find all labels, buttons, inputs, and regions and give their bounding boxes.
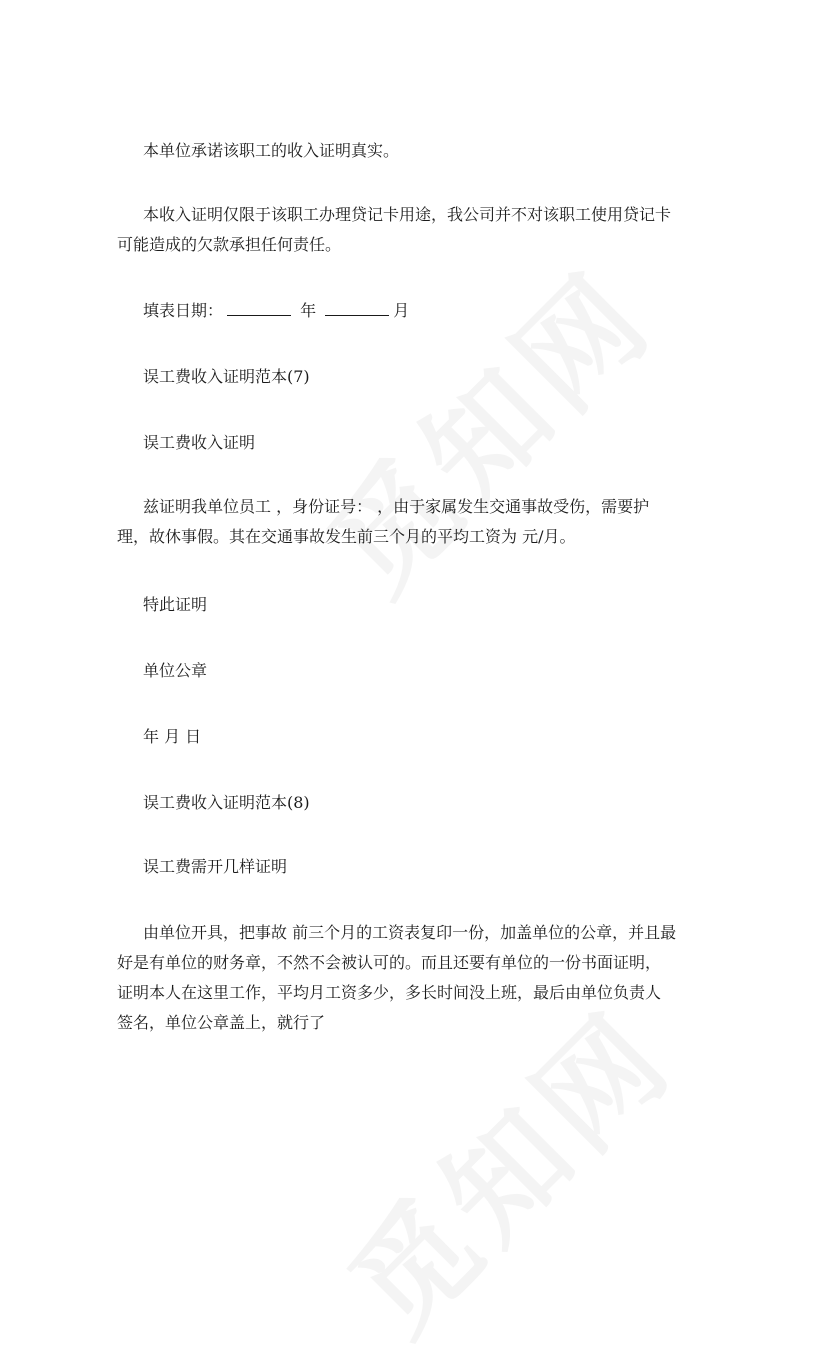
paragraph-commitment: 本单位承诺该职工的收入证明真实。	[143, 141, 400, 160]
paragraph-line: 由单位开具，把事故 前三个月的工资表复印一份，加盖单位的公章，并且最	[143, 923, 677, 942]
section-subheading: 误工费需开几样证明	[143, 857, 288, 876]
paragraph-line: 可能造成的欠款承担任何责任。	[117, 235, 342, 254]
hereby-certify: 特此证明	[143, 595, 208, 614]
month-label: 月	[393, 301, 410, 320]
year-blank	[227, 297, 291, 316]
paragraph-usage-limit	[117, 200, 723, 260]
date-line: 年 月 日	[143, 727, 202, 746]
paragraph-certification	[117, 492, 723, 552]
month-blank	[325, 297, 389, 316]
paragraph-line: 本收入证明仅限于该职工办理贷记卡用途，我公司并不对该职工使用贷记卡	[143, 205, 672, 224]
paragraph-required-documents	[117, 918, 723, 1038]
section-heading-8: 误工费收入证明范本(8)	[143, 793, 310, 812]
paragraph-line: 兹证明我单位员工 ，身份证号： ，由于家属发生交通事故受伤，需要护	[143, 497, 650, 516]
fill-date-line	[143, 296, 723, 326]
section-heading-7: 误工费收入证明范本(7)	[143, 367, 310, 386]
paragraph-line: 理，故休事假。其在交通事故发生前三个月的平均工资为 元/月。	[117, 527, 576, 546]
fill-date-label: 填表日期：	[143, 301, 224, 320]
paragraph-line: 证明本人在这里工作，平均月工资多少，多长时间没上班，最后由单位负责人	[117, 983, 662, 1002]
company-seal: 单位公章	[143, 661, 208, 680]
certificate-title: 误工费收入证明	[143, 433, 256, 452]
paragraph-line: 好是有单位的财务章，不然不会被认可的。而且还要有单位的一份书面证明，	[117, 953, 662, 972]
year-label: 年	[300, 301, 317, 320]
paragraph-line: 签名，单位公章盖上，就行了	[117, 1013, 326, 1032]
